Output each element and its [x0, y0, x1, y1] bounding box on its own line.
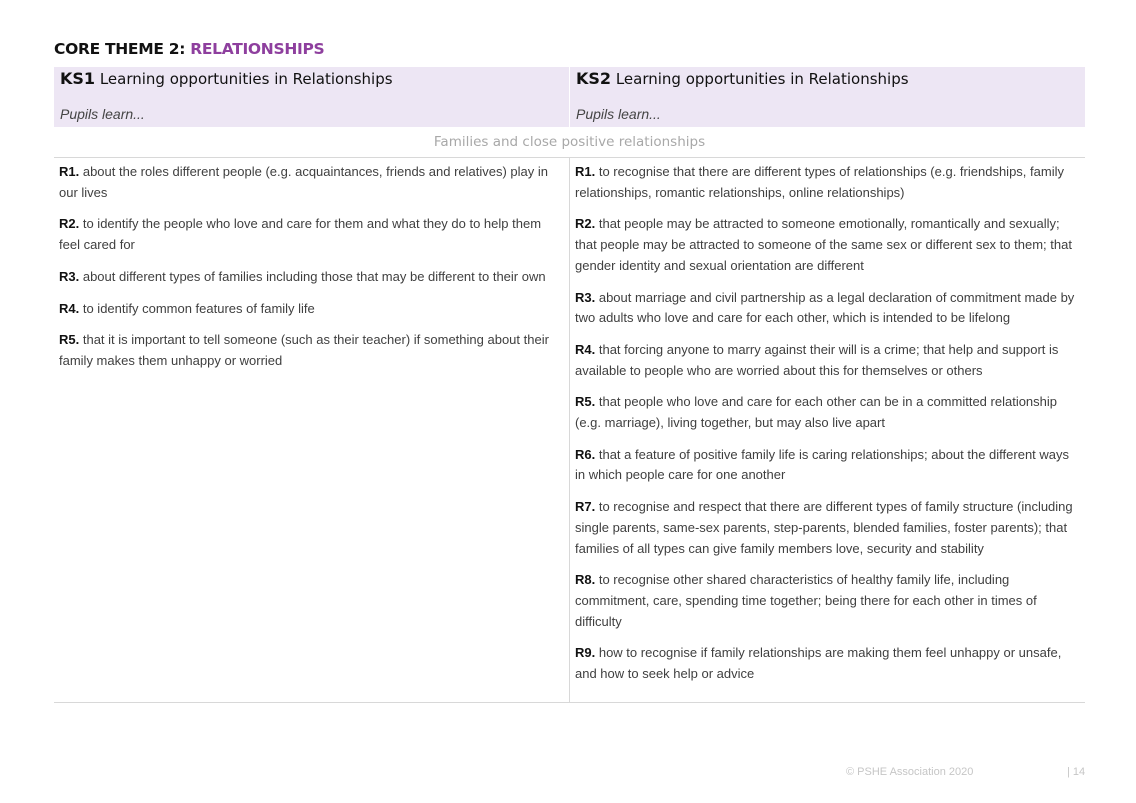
item-code: R2. — [575, 216, 596, 232]
item-code: R2. — [59, 216, 80, 232]
ks1-title-text: Learning opportunities in Relationships — [95, 70, 393, 88]
item-text: about different types of families including those that may be different to their own — [79, 268, 546, 284]
item-code: R4. — [59, 300, 80, 316]
ks2-title-text: Learning opportunities in Relationships — [611, 70, 909, 88]
title-prefix: CORE THEME 2: — [54, 40, 191, 58]
item-text: that a feature of positive family life is caring relationships; about the different ways in which people care for one another — [575, 446, 1070, 483]
item-text: to recognise that there are different types of relationships (e.g. friendships, family relationships, romantic relationships, online relationships) — [575, 164, 1064, 200]
item-text: about the roles different people (e.g. acquaintances, friends and relatives) play in our lives — [59, 164, 549, 200]
learning-opportunities-table — [54, 67, 1085, 703]
ks1-item — [59, 330, 563, 371]
item-code: R6. — [575, 446, 596, 462]
ks1-title — [60, 67, 569, 101]
ks1-item — [59, 299, 563, 320]
ks2-item — [575, 288, 1079, 329]
item-text: to identify common features of family life — [79, 300, 315, 316]
item-text: that forcing anyone to marry against their will is a crime; that help and support is available to people who are worried about this for themselves or others — [575, 341, 1059, 378]
table-body — [54, 158, 1085, 703]
ks2-item — [575, 570, 1079, 632]
item-code: R1. — [575, 164, 596, 179]
table-header — [54, 67, 1085, 127]
page-title — [54, 40, 324, 58]
ks2-item — [575, 445, 1079, 486]
ks2-item — [575, 162, 1079, 203]
section-heading: Families and close positive relationships — [54, 127, 1085, 158]
copyright-text: © PSHE Association 2020 — [846, 766, 974, 778]
item-code: R1. — [59, 164, 80, 179]
page-number: | 14 — [1067, 766, 1086, 778]
ks2-header — [569, 67, 1084, 127]
item-code: R5. — [575, 394, 596, 410]
ks1-subtitle: Pupils learn... — [60, 106, 145, 122]
item-code: R5. — [59, 332, 80, 348]
item-text: that it is important to tell someone (such as their teacher) if something about their family makes them unhappy or worried — [59, 332, 549, 368]
item-code: R8. — [575, 572, 596, 588]
ks2-column — [569, 158, 1085, 702]
ks2-title — [576, 67, 1084, 101]
ks1-item — [59, 214, 563, 255]
ks2-item — [575, 392, 1079, 433]
item-code: R3. — [59, 268, 80, 284]
item-text: to recognise other shared characteristics of healthy family life, including commitment, care, spending time together; being there for each other in times of difficulty — [575, 572, 1037, 629]
ks1-key: KS1 — [60, 69, 96, 88]
item-text: that people may be attracted to someone emotionally, romantically and sexually; that people may be attracted to someone of the same sex or different sex to them; that gender identity and sexual orientation are different — [575, 216, 1072, 273]
item-code: R9. — [575, 645, 596, 661]
theme-name: RELATIONSHIPS — [190, 40, 325, 58]
ks1-item — [59, 162, 563, 203]
item-text: that people who love and care for each other can be in a committed relationship (e.g. marriage), living together, but may also live apart — [575, 394, 1058, 431]
ks1-column — [54, 158, 569, 702]
ks1-item — [59, 267, 563, 288]
ks2-item — [575, 340, 1079, 381]
ks2-item — [575, 643, 1079, 684]
ks2-subtitle: Pupils learn... — [576, 106, 661, 122]
item-text: to recognise and respect that there are different types of family structure (including single parents, same-sex parents, step-parents, blended families, foster parents); that families of all types can give family members love, security and stability — [575, 499, 1073, 556]
item-text: about marriage and civil partnership as a legal declaration of commitment made by two adults who love and care for each other, which is intended to be lifelong — [575, 289, 1075, 326]
ks2-key: KS2 — [576, 69, 612, 88]
ks2-item — [575, 214, 1079, 276]
ks1-header — [54, 67, 569, 127]
item-text: to identify the people who love and care for them and what they do to help them feel cared for — [59, 216, 542, 253]
item-code: R3. — [575, 289, 596, 305]
item-text: how to recognise if family relationships are making them feel unhappy or unsafe, and how to seek help or advice — [575, 645, 1062, 682]
item-code: R7. — [575, 499, 596, 515]
ks2-item — [575, 497, 1079, 559]
item-code: R4. — [575, 341, 596, 357]
